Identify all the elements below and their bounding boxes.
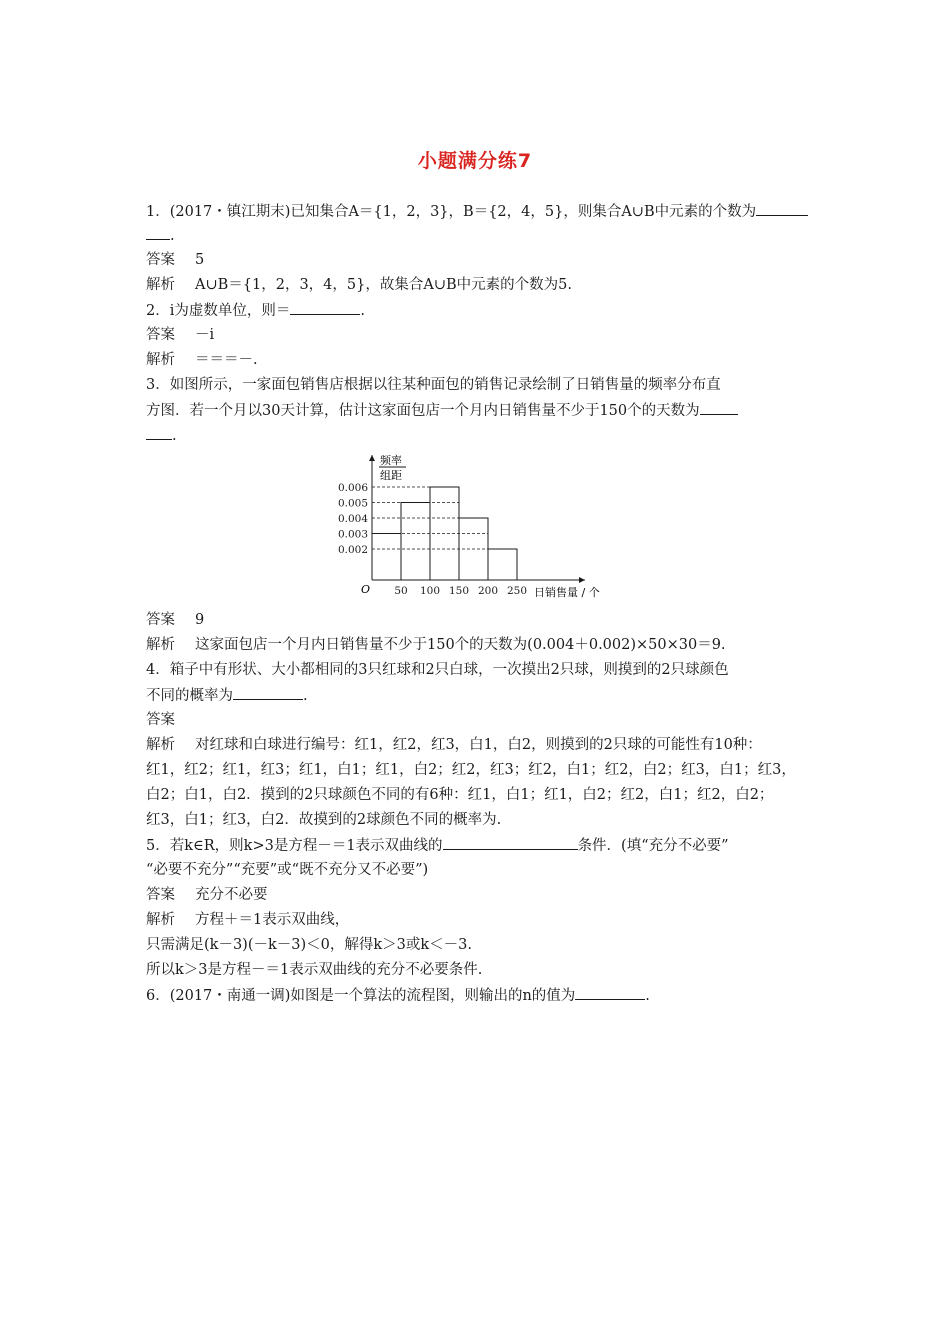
y-tick-label: 0.005 (337, 497, 368, 510)
x-tick-label: 50 (394, 585, 408, 597)
answer-blank (233, 685, 303, 700)
q4-analysis: 解析 对红球和白球进行编号：红1，红2，红3，白1，白2，则摸到的2只球的可能性有10种： (146, 737, 762, 753)
q5-stem: 5．若k∈R，则k>3是方程－＝1表示双曲线的 条件．(填“充分不必要” (146, 835, 729, 856)
answer-blank (146, 225, 170, 240)
x-axis-label: 日销售量 / 个 (534, 586, 600, 599)
q3-stem: 3．如图所示，一家面包销售店根据以往某种面包的销售记录绘制了日销售量的频率分布直 (146, 377, 721, 393)
q4-stem-cont: 不同的概率为 . (146, 685, 308, 706)
y-axis-arrow (369, 455, 375, 461)
q5-analysis: 解析 方程＋＝1表示双曲线， (146, 912, 350, 928)
answer-blank (443, 835, 578, 850)
y-tick-label: 0.004 (337, 513, 368, 525)
answer-blank (575, 985, 645, 1000)
q2-stem: 2．i为虚数单位，则＝ . (146, 300, 365, 321)
x-tick-label: 100 (419, 585, 441, 597)
answer-blank (290, 300, 360, 315)
answer-blank (700, 400, 738, 415)
q5-stem-cont: “必要不充分”“充要”或“既不充分又不必要”) (146, 862, 429, 878)
q2-answer: 答案 －i (146, 327, 215, 343)
x-tick-label: 150 (448, 585, 470, 597)
q4-answer: 答案 (146, 712, 175, 728)
q3-stem-cont: . (146, 425, 177, 446)
q5-analysis-cont: 所以k＞3是方程－＝1表示双曲线的充分不必要条件. (146, 962, 483, 978)
q5-answer: 答案 充分不必要 (146, 887, 268, 903)
frequency-histogram (330, 447, 620, 607)
y-tick-label: 0.003 (337, 528, 368, 541)
histogram-bar (401, 503, 430, 581)
q4-analysis-cont: 红3，白1；红3，白2．故摸到的2球颜色不同的概率为. (146, 812, 502, 828)
q3-analysis: 解析 这家面包店一个月内日销售量不少于150个的天数为(0.004＋0.002)×50×30＝9. (146, 637, 726, 653)
answer-blank (146, 425, 172, 440)
y-axis-label-top: 频率 (380, 454, 402, 467)
x-tick-label: 250 (506, 585, 528, 597)
q5-analysis-cont: 只需满足(k－3)(－k－3)＜0，解得k＞3或k＜－3. (146, 937, 473, 953)
x-tick-label: 200 (477, 585, 499, 597)
q1-stem: 1．(2017・镇江期末)已知集合A＝{1，2，3}，B＝{2，4，5}，则集合A∪B中元素的个数为 (146, 201, 808, 222)
y-axis-label-bottom: 组距 (380, 469, 402, 482)
q6-stem: 6．(2017・南通一调)如图是一个算法的流程图，则输出的n的值为 . (146, 985, 650, 1006)
q3-answer: 答案 9 (146, 612, 205, 628)
origin-label: O (361, 583, 371, 596)
x-axis-arrow (579, 577, 585, 583)
histogram-bar (488, 549, 517, 580)
y-tick-label: 0.006 (337, 482, 368, 494)
q2-analysis: 解析 ＝＝＝－. (146, 352, 258, 368)
histogram-step (372, 534, 401, 581)
answer-blank (756, 201, 808, 216)
y-tick-label: 0.002 (337, 544, 368, 556)
q3-stem-cont: 方图．若一个月以30天计算，估计这家面包店一个月内日销售量不少于150个的天数为 (146, 400, 738, 421)
page-title: 小题满分练7 (417, 150, 533, 172)
q4-stem: 4．箱子中有形状、大小都相同的3只红球和2只白球，一次摸出2只球，则摸到的2只球颜色 (146, 662, 729, 678)
q4-analysis-cont: 白2；白1，白2．摸到的2只球颜色不同的有6种：红1，白1；红1，白2；红2，白1；红2，白2； (146, 787, 774, 803)
q4-analysis-cont: 红1，红2；红1，红3；红1，白1；红1，白2；红2，红3；红2，白1；红2，白2；红3，白1；红3， (146, 762, 796, 778)
q1-stem-cont: . (146, 225, 175, 246)
q1-analysis: 解析 A∪B＝{1，2，3，4，5}，故集合A∪B中元素的个数为5. (146, 277, 572, 293)
q1-answer: 答案 5 (146, 252, 205, 268)
